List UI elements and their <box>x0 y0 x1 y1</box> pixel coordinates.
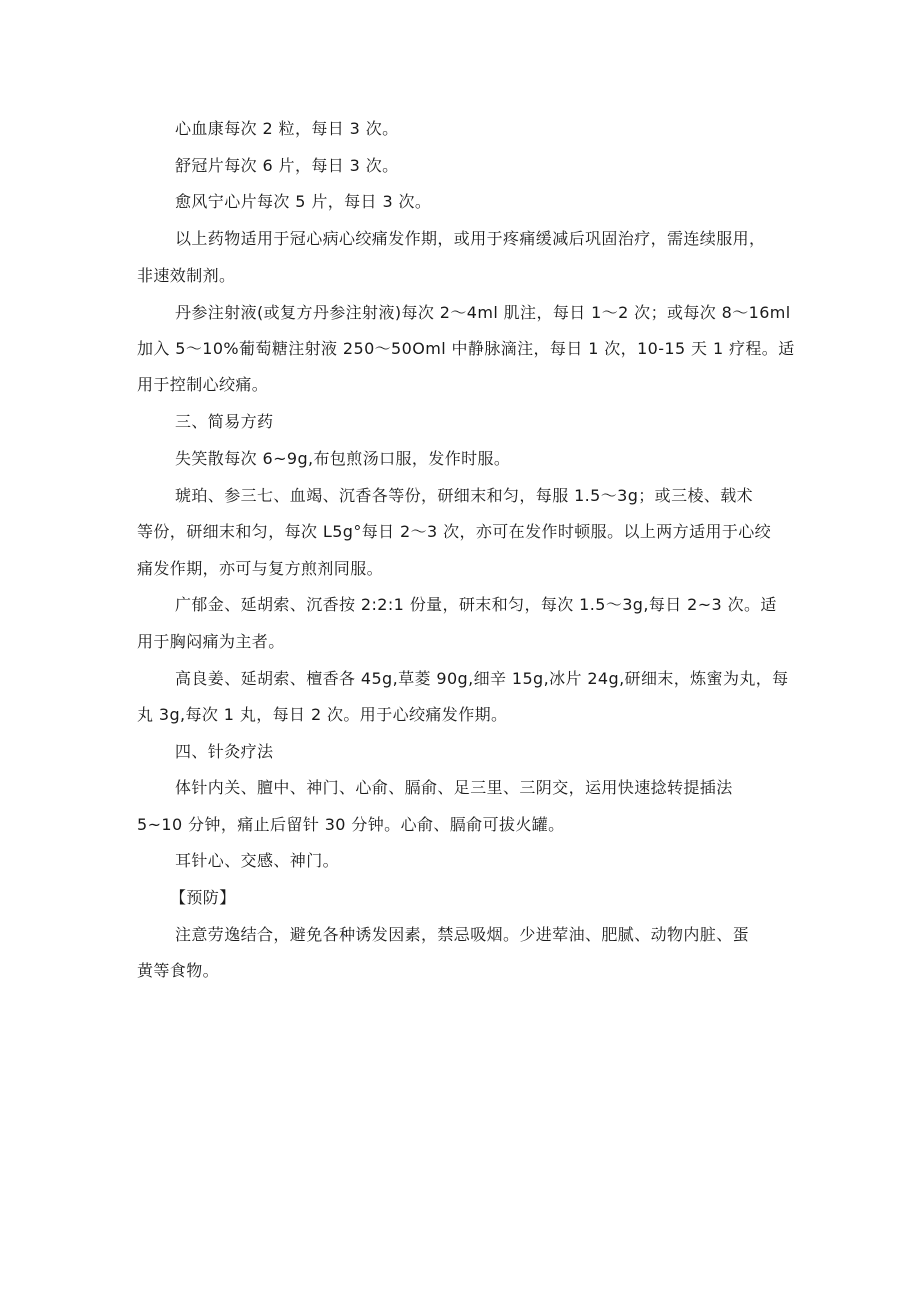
section-heading: 三、简易方药 <box>175 412 274 431</box>
text-line: 加入 5～10%葡萄糖注射液 250～50Oml 中静脉滴注，每日 1 次，10-15 天 1 疗程。适 <box>137 339 795 358</box>
text-line: 黄等食物。 <box>137 961 220 980</box>
text-line: 琥珀、参三七、血竭、沉香各等份，研细末和匀，每服 1.5～3g；或三棱、载术 <box>175 486 754 505</box>
text-line: 非速效制剂。 <box>137 266 236 285</box>
text-line: 丹参注射液(或复方丹参注射液)每次 2～4ml 肌注，每日 1～2 次；或每次 8～16ml <box>175 303 791 322</box>
text-line: 丸 3g,每次 1 丸，每日 2 次。用于心绞痛发作期。 <box>137 705 508 724</box>
text-line: 用于胸闷痛为主者。 <box>137 632 285 651</box>
text-line: 痛发作期，亦可与复方煎剂同服。 <box>137 559 384 578</box>
text-line: 体针内关、膻中、神门、心俞、膈俞、足三里、三阴交，运用快速捻转提插法 <box>175 778 733 797</box>
text-line: 注意劳逸结合，避免各种诱发因素，禁忌吸烟。少进荤油、肥腻、动物内脏、蛋 <box>175 925 750 944</box>
text-line: 高良姜、延胡索、檀香各 45g,草菱 90g,细辛 15g,冰片 24g,研细末，炼蜜为丸，每 <box>175 669 789 688</box>
text-line: 等份，研细末和匀，每次 L5g°每日 2～3 次，亦可在发作时顿服。以上两方适用于心绞 <box>137 522 772 541</box>
text-line: 广郁金、延胡索、沉香按 2:2:1 份量，研末和匀，每次 1.5～3g,每日 2~3 次。适 <box>175 595 777 614</box>
text-line: 失笑散每次 6~9g,布包煎汤口服，发作时服。 <box>175 449 511 468</box>
section-heading: 四、针灸疗法 <box>175 742 274 761</box>
text-line: 以上药物适用于冠心病心绞痛发作期，或用于疼痛缓减后巩固治疗，需连续服用， <box>175 229 766 248</box>
section-heading: 【预防】 <box>170 888 236 907</box>
text-line: 用于控制心绞痛。 <box>137 375 269 394</box>
text-line: 5~10 分钟，痛止后留针 30 分钟。心俞、膈俞可拔火罐。 <box>137 815 565 834</box>
text-line: 舒冠片每次 6 片，每日 3 次。 <box>175 156 399 175</box>
text-line: 耳针心、交感、神门。 <box>175 851 340 870</box>
text-line: 愈风宁心片每次 5 片，每日 3 次。 <box>175 192 432 211</box>
text-line: 心血康每次 2 粒，每日 3 次。 <box>175 119 399 138</box>
